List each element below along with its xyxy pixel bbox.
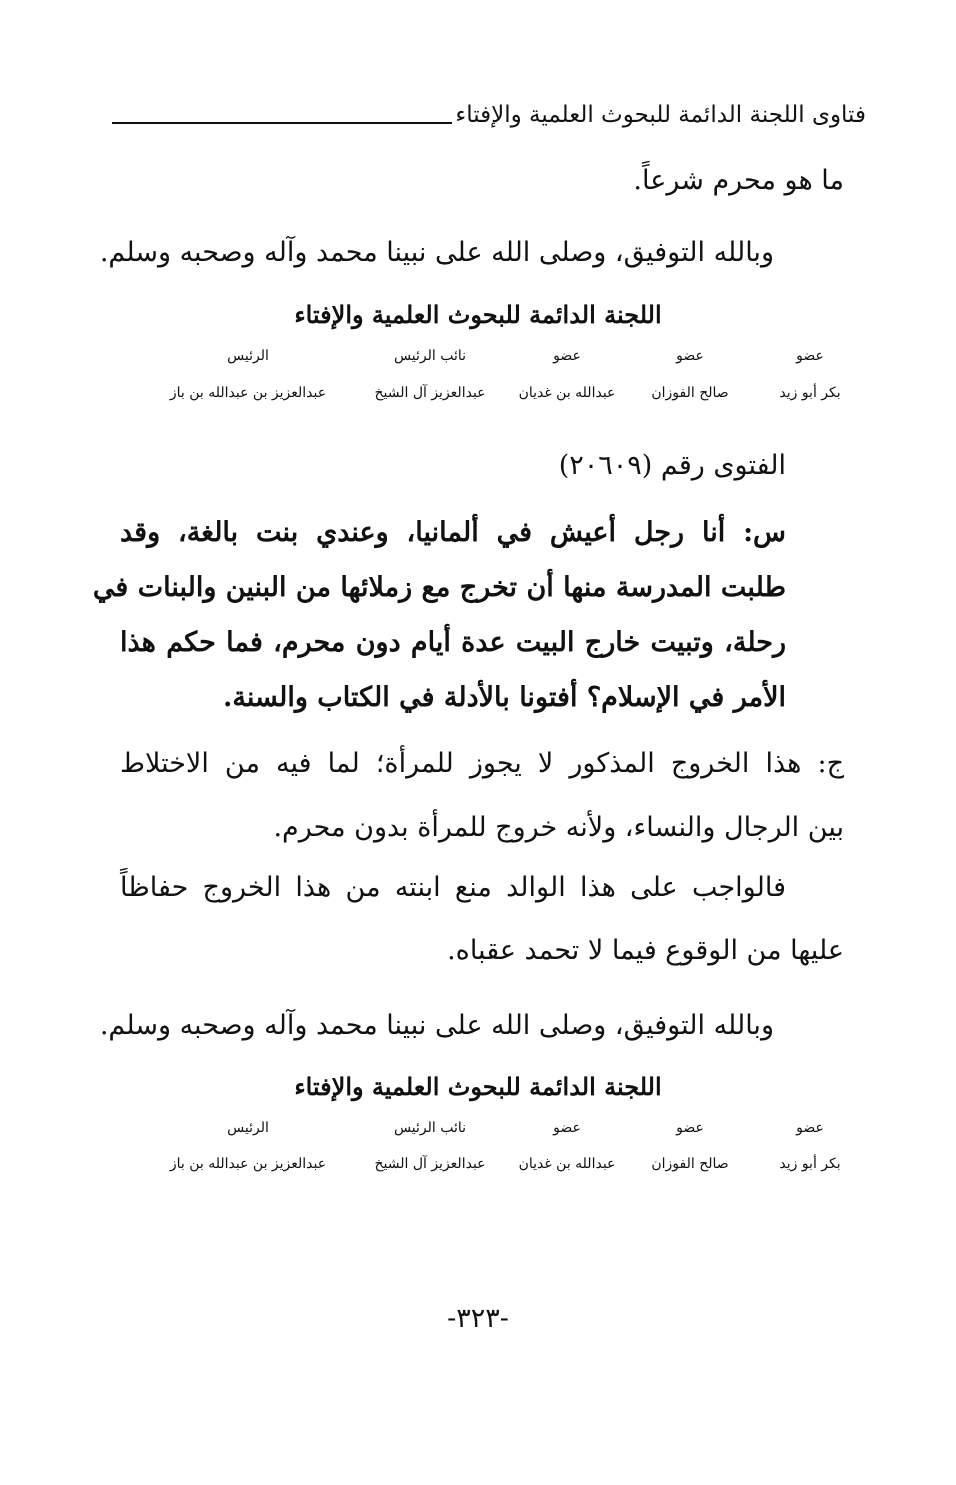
question-line: طلبت المدرسة منها أن تخرج مع زملائها من البنين والبنات في	[92, 572, 786, 603]
signatory-name: عبدالعزيز بن عبدالله بن باز	[169, 385, 327, 401]
signatory-name: صالح الفوزان	[651, 385, 729, 401]
question-line: س: أنا رجل أعيش في ألمانيا، وعندي بنت بالغة، وقد	[120, 517, 786, 548]
role-member: عضو	[553, 1120, 581, 1136]
role-member: عضو	[796, 348, 824, 364]
signatory-name: عبدالله بن غديان	[518, 1156, 616, 1172]
signatory-name: عبدالعزيز بن عبدالله بن باز	[169, 1156, 327, 1172]
page-number: -٣٢٣-	[447, 1303, 509, 1334]
signatory-name: عبدالله بن غديان	[518, 385, 616, 401]
answer-line: عليها من الوقوع فيما لا تحمد عقباه.	[447, 935, 844, 966]
signature-names-1	[140, 385, 840, 407]
answer-line: فالواجب على هذا الوالد منع ابنته من هذا الخروج حفاظاً	[120, 872, 786, 903]
header-title: فتاوى اللجنة الدائمة للبحوث العلمية والإفتاء	[455, 102, 866, 128]
signature-roles-1	[140, 348, 840, 370]
role-member: عضو	[676, 348, 704, 364]
closing-prayer-2: وبالله التوفيق، وصلى الله على نبينا محمد وآله وصحبه وسلم.	[99, 1010, 774, 1041]
role-president: الرئيس	[227, 348, 269, 364]
answer-line: بين الرجال والنساء، ولأنه خروج للمرأة بدون محرم.	[273, 812, 844, 843]
role-member: عضو	[796, 1120, 824, 1136]
signatory-name: عبدالعزيز آل الشيخ	[374, 1156, 486, 1172]
signatory-name: صالح الفوزان	[651, 1156, 729, 1172]
question-line: الأمر في الإسلام؟ أفتونا بالأدلة في الكتاب والسنة.	[223, 682, 786, 713]
header-rule	[112, 122, 452, 124]
signature-names-2	[140, 1156, 840, 1178]
fatwa-number: الفتوى رقم (٢٠٦٠٩)	[558, 450, 786, 481]
answer-line: ج: هذا الخروج المذكور لا يجوز للمرأة؛ لما فيه من الاختلاط	[120, 748, 844, 779]
role-member: عضو	[676, 1120, 704, 1136]
role-member: عضو	[553, 348, 581, 364]
signatory-name: بكر أبو زيد	[779, 1156, 841, 1172]
role-president: الرئيس	[227, 1120, 269, 1136]
signature-roles-2	[140, 1120, 840, 1142]
signatory-name: عبدالعزيز آل الشيخ	[374, 385, 486, 401]
running-header	[112, 98, 866, 138]
question-line: رحلة، وتبيت خارج البيت عدة أيام دون محرم، فما حكم هذا	[120, 627, 786, 658]
committee-name-1: اللجنة الدائمة للبحوث العلمية والإفتاء	[294, 300, 662, 329]
previous-fatwa-ending: ما هو محرم شرعاً.	[633, 165, 844, 196]
committee-name-2: اللجنة الدائمة للبحوث العلمية والإفتاء	[294, 1072, 662, 1101]
signatory-name: بكر أبو زيد	[779, 385, 841, 401]
role-vice-president: نائب الرئيس	[393, 1120, 467, 1136]
role-vice-president: نائب الرئيس	[393, 348, 467, 364]
closing-prayer-1: وبالله التوفيق، وصلى الله على نبينا محمد وآله وصحبه وسلم.	[99, 237, 774, 268]
